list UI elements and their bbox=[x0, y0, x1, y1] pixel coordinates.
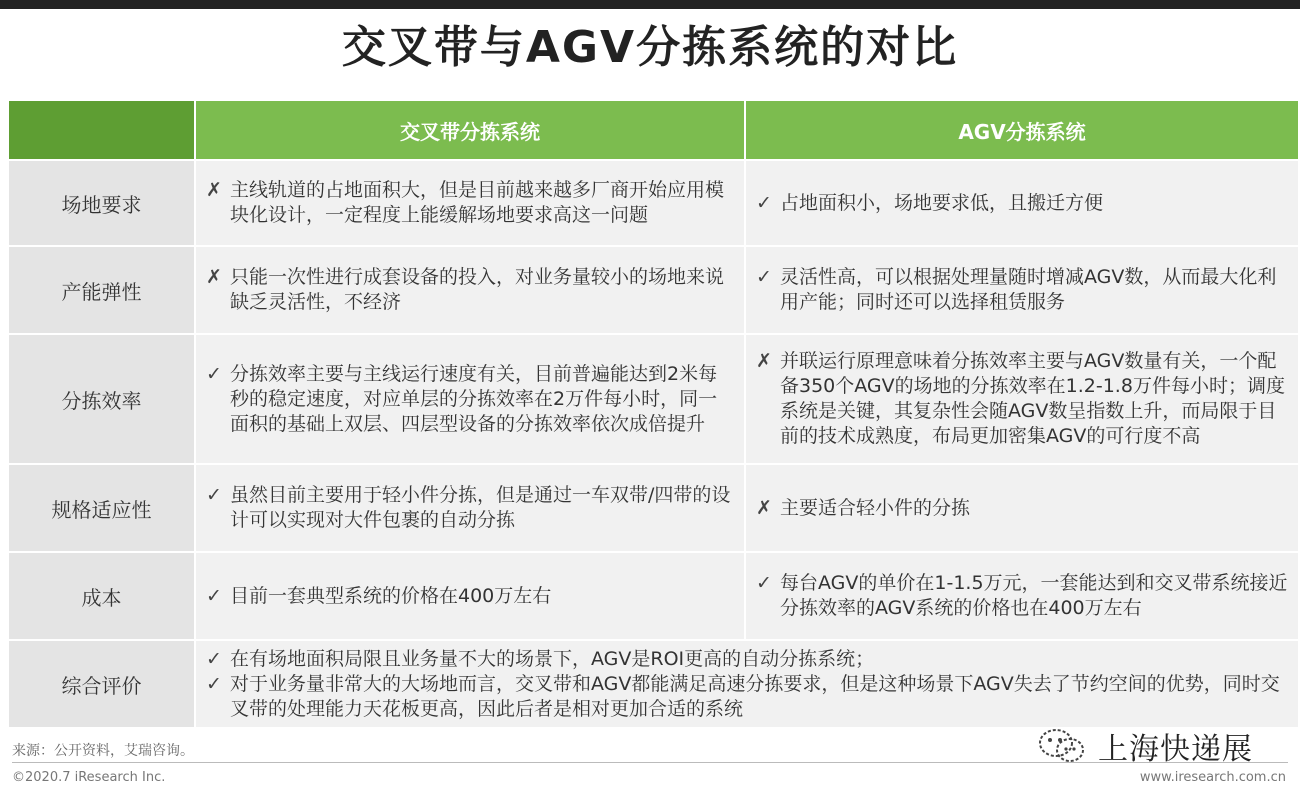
check-mark-icon: ✓ bbox=[756, 572, 772, 594]
agv-cell bbox=[746, 247, 1298, 333]
list-item bbox=[756, 571, 1288, 621]
list-item bbox=[206, 647, 1288, 672]
page-title: 交叉带与AGV分拣系统的对比 bbox=[341, 22, 959, 73]
list-item bbox=[756, 349, 1288, 449]
cell-text: 占地面积小，场地要求低，且搬迁方便 bbox=[780, 191, 1104, 214]
cell-text: 目前一套典型系统的价格在400万左右 bbox=[230, 584, 552, 607]
row-header: 分拣效率 bbox=[9, 335, 196, 463]
cross-mark-icon: ✗ bbox=[206, 266, 222, 288]
cross-mark-icon: ✗ bbox=[206, 179, 222, 201]
cell-text: 并联运行原理意味着分拣效率主要与AGV数量有关，一个配备350个AGV的场地的分拣效率在1.2-1.8万件每小时；调度系统是关键，其复杂性会随AGV数呈指数上升，而局限于目前的技术成熟度，布局更加密集AGV的可行度不高 bbox=[780, 350, 1285, 447]
list-item bbox=[206, 178, 734, 228]
watermark-text: 上海快递展 bbox=[1098, 732, 1253, 767]
watermark bbox=[1038, 724, 1253, 768]
agv-cell bbox=[746, 161, 1298, 245]
row-header: 规格适应性 bbox=[9, 465, 196, 551]
wechat-icon bbox=[1038, 728, 1086, 764]
row-header: 成本 bbox=[9, 553, 196, 639]
cross-belt-cell bbox=[196, 161, 746, 245]
agv-cell bbox=[746, 335, 1298, 463]
source-note: 来源：公开资料，艾瑞咨询。 bbox=[12, 743, 194, 759]
check-mark-icon: ✓ bbox=[206, 584, 222, 607]
cell-text: 虽然目前主要用于轻小件分拣，但是通过一车双带/四带的设计可以实现对大件包裹的自动分拣 bbox=[230, 484, 731, 531]
cell-text: 主要适合轻小件的分拣 bbox=[780, 496, 971, 519]
cell-text: 对于业务量非常大的大场地而言，交叉带和AGV都能满足高速分拣要求，但是这种场景下AGV失去了节约空间的优势，同时交叉带的处理能力天花板更高，因此后者是相对更加合适的系统 bbox=[230, 672, 1280, 720]
cell-text: 灵活性高，可以根据处理量随时增减AGV数，从而最大化利用产能；同时还可以选择租赁服务 bbox=[780, 266, 1277, 313]
cell-text: 在有场地面积局限且业务量不大的场景下，AGV是ROI更高的自动分拣系统； bbox=[230, 647, 875, 670]
list-item bbox=[206, 265, 734, 315]
cross-belt-cell bbox=[196, 553, 746, 639]
list-item bbox=[756, 191, 1288, 216]
table-corner-header bbox=[9, 101, 196, 159]
list-item bbox=[206, 483, 734, 533]
cross-mark-icon: ✗ bbox=[756, 496, 772, 519]
check-mark-icon: ✓ bbox=[206, 672, 222, 695]
check-mark-icon: ✓ bbox=[206, 362, 222, 385]
copyright: ©2020.7 iResearch Inc. bbox=[12, 770, 166, 785]
column-header-agv: AGV分拣系统 bbox=[746, 101, 1298, 159]
agv-cell bbox=[746, 553, 1298, 639]
cell-text: 每台AGV的单价在1-1.5万元，一套能达到和交叉带系统接近分拣效率的AGV系统的价格也在400万左右 bbox=[780, 572, 1288, 619]
check-mark-icon: ✓ bbox=[206, 484, 222, 506]
website: www.iresearch.com.cn bbox=[1139, 770, 1286, 785]
row-header: 场地要求 bbox=[9, 161, 196, 245]
cross-belt-cell bbox=[196, 335, 746, 463]
cross-mark-icon: ✗ bbox=[756, 350, 772, 372]
summary-cell bbox=[196, 641, 1298, 727]
row-header: 产能弹性 bbox=[9, 247, 196, 333]
top-bar bbox=[0, 0, 1300, 9]
cell-text: 主线轨道的占地面积大，但是目前越来越多厂商开始应用模块化设计，一定程度上能缓解场地要求高这一问题 bbox=[230, 179, 725, 226]
cross-belt-cell bbox=[196, 247, 746, 333]
list-item bbox=[206, 584, 734, 609]
check-mark-icon: ✓ bbox=[756, 191, 772, 214]
check-mark-icon: ✓ bbox=[206, 647, 222, 670]
row-header-summary: 综合评价 bbox=[9, 641, 196, 727]
list-item bbox=[206, 362, 734, 437]
check-mark-icon: ✓ bbox=[756, 266, 772, 288]
comparison-table bbox=[9, 101, 1298, 727]
cell-text: 分拣效率主要与主线运行速度有关，目前普遍能达到2米每秒的稳定速度，对应单层的分拣效率在2万件每小时，同一面积的基础上双层、四层型设备的分拣效率依次成倍提升 bbox=[230, 362, 718, 435]
list-item bbox=[206, 672, 1288, 722]
cell-text: 只能一次性进行成套设备的投入，对业务量较小的场地来说缺乏灵活性，不经济 bbox=[230, 266, 725, 313]
agv-cell bbox=[746, 465, 1298, 551]
list-item bbox=[756, 265, 1288, 315]
cross-belt-cell bbox=[196, 465, 746, 551]
column-header-cross-belt: 交叉带分拣系统 bbox=[196, 101, 746, 159]
list-item bbox=[756, 496, 1288, 521]
